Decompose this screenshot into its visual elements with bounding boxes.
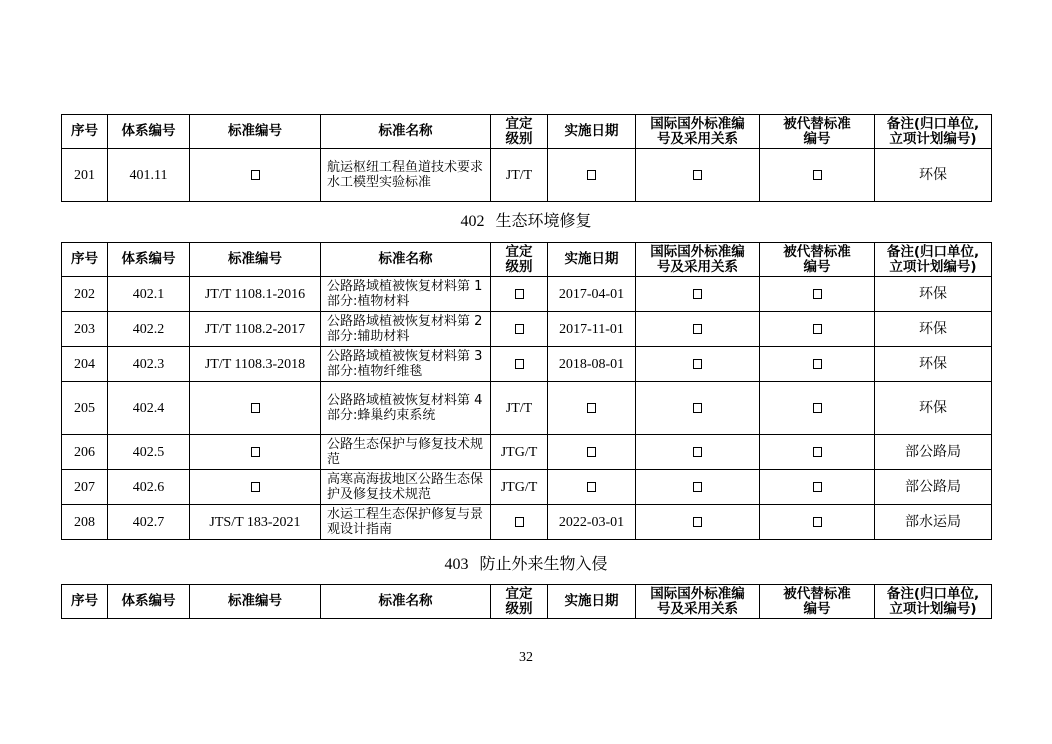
cell-seq — [62, 470, 108, 505]
empty-box-icon — [515, 359, 524, 369]
header-label: 国际国外标准编 — [650, 243, 745, 260]
header-label: 被代替标准 — [783, 115, 851, 132]
cell-note — [875, 312, 992, 347]
cell-note — [875, 149, 992, 202]
cell-level-text: JTG/T — [500, 479, 538, 495]
empty-box-icon — [515, 289, 524, 299]
header-replaced — [760, 115, 875, 149]
empty-box-icon — [693, 403, 702, 413]
cell-standard-code-text: JT/T 1108.3-2018 — [204, 356, 306, 372]
empty-box-icon — [693, 447, 702, 457]
cell-level-text: JT/T — [505, 167, 533, 183]
cell-standard-code — [190, 435, 321, 470]
header-label: 实施日期 — [564, 251, 619, 267]
header-replaced — [760, 243, 875, 277]
cell-date — [548, 470, 636, 505]
empty-box-icon — [587, 403, 596, 413]
header-label: 立项计划编号) — [889, 600, 977, 617]
empty-box-icon — [813, 447, 822, 457]
cell-note — [875, 435, 992, 470]
cell-seq-text: 203 — [74, 321, 95, 337]
cell-replaced — [760, 149, 875, 202]
empty-box-icon — [693, 482, 702, 492]
cell-date — [548, 435, 636, 470]
cell-standard-name-text: 公路路域植被恢复材料第 2 部分:辅助材料 — [327, 314, 483, 344]
cell-level — [491, 149, 548, 202]
header-seq — [62, 115, 108, 149]
cell-intl-ref — [636, 435, 760, 470]
cell-seq-text: 202 — [74, 286, 95, 302]
header-seq — [62, 243, 108, 277]
header-label: 级别 — [505, 130, 533, 147]
table-row — [62, 505, 992, 540]
empty-box-icon — [813, 517, 822, 527]
cell-system-code — [108, 312, 190, 347]
header-label: 被代替标准 — [783, 585, 851, 602]
cell-date-text: 2017-11-01 — [559, 321, 624, 337]
cell-standard-name — [321, 435, 491, 470]
empty-box-icon — [693, 359, 702, 369]
header-row — [62, 243, 992, 277]
cell-seq — [62, 435, 108, 470]
header-label: 标准名称 — [378, 251, 433, 267]
cell-note — [875, 277, 992, 312]
cell-seq — [62, 312, 108, 347]
cell-standard-name-text: 高寒高海拔地区公路生态保护及修复技术规范 — [327, 472, 484, 502]
header-standard-code — [190, 585, 321, 619]
cell-level — [491, 435, 548, 470]
cell-seq — [62, 505, 108, 540]
cell-level — [491, 382, 548, 435]
cell-system-code-text: 402.5 — [132, 444, 165, 460]
cell-seq-text: 207 — [74, 479, 95, 495]
header-label: 体系编号 — [121, 251, 176, 267]
cell-system-code — [108, 382, 190, 435]
cell-seq-text: 201 — [74, 167, 95, 183]
cell-intl-ref — [636, 312, 760, 347]
cell-standard-name-text: 公路路域植被恢复材料第 3 部分:植物纤维毯 — [327, 349, 483, 379]
header-label: 实施日期 — [564, 123, 619, 139]
header-label: 号及采用关系 — [657, 600, 738, 617]
cell-system-code-text: 402.7 — [132, 514, 165, 530]
header-label: 国际国外标准编 — [650, 115, 745, 132]
header-label: 体系编号 — [121, 123, 176, 139]
cell-standard-name — [321, 277, 491, 312]
header-label: 立项计划编号) — [889, 258, 977, 275]
header-level — [491, 243, 548, 277]
cell-standard-name-text: 公路路域植被恢复材料第 1 部分:植物材料 — [327, 279, 483, 309]
header-label: 备注(归口单位, — [886, 585, 980, 602]
cell-note-text: 部公路局 — [905, 443, 961, 460]
table-row — [62, 470, 992, 505]
header-label: 宜定 — [505, 585, 533, 602]
empty-box-icon — [587, 447, 596, 457]
header-label: 序号 — [71, 123, 98, 139]
header-label: 号及采用关系 — [657, 258, 738, 275]
cell-level — [491, 470, 548, 505]
cell-seq-text: 205 — [74, 400, 95, 416]
cell-replaced — [760, 435, 875, 470]
cell-date — [548, 505, 636, 540]
empty-box-icon — [693, 324, 702, 334]
header-standard-code — [190, 115, 321, 149]
cell-standard-name — [321, 312, 491, 347]
cell-system-code-text: 402.2 — [132, 321, 165, 337]
cell-date-text: 2022-03-01 — [558, 514, 625, 530]
cell-note — [875, 382, 992, 435]
header-label: 编号 — [803, 130, 831, 147]
cell-replaced — [760, 347, 875, 382]
cell-standard-code — [190, 470, 321, 505]
cell-replaced — [760, 312, 875, 347]
header-seq — [62, 585, 108, 619]
cell-seq — [62, 382, 108, 435]
header-replaced — [760, 585, 875, 619]
header-row — [62, 115, 992, 149]
section-heading-402 — [0, 211, 1052, 232]
header-standard-name — [321, 585, 491, 619]
table-row — [62, 149, 992, 202]
cell-intl-ref — [636, 149, 760, 202]
section-code: 403 — [444, 556, 469, 573]
cell-note — [875, 505, 992, 540]
cell-system-code-text: 402.3 — [132, 356, 165, 372]
header-label: 序号 — [71, 593, 98, 609]
table-row — [62, 312, 992, 347]
header-label: 宜定 — [505, 243, 533, 260]
cell-standard-name — [321, 470, 491, 505]
header-note — [875, 243, 992, 277]
empty-box-icon — [251, 447, 260, 457]
cell-replaced — [760, 505, 875, 540]
cell-level — [491, 277, 548, 312]
header-date — [548, 585, 636, 619]
cell-seq-text: 204 — [74, 356, 95, 372]
header-label: 体系编号 — [121, 593, 176, 609]
cell-note-text: 部水运局 — [905, 513, 961, 530]
cell-system-code-text: 402.4 — [132, 400, 165, 416]
header-system-code — [108, 243, 190, 277]
empty-box-icon — [251, 403, 260, 413]
empty-box-icon — [251, 482, 260, 492]
cell-standard-code-text: JT/T 1108.1-2016 — [204, 286, 306, 302]
header-label: 国际国外标准编 — [650, 585, 745, 602]
cell-system-code — [108, 149, 190, 202]
header-label: 号及采用关系 — [657, 130, 738, 147]
header-system-code — [108, 585, 190, 619]
header-intl-ref — [636, 115, 760, 149]
section-title: 防止外来生物入侵 — [479, 554, 608, 573]
cell-standard-code — [190, 505, 321, 540]
cell-system-code-text: 402.1 — [132, 286, 165, 302]
cell-system-code — [108, 277, 190, 312]
page-number: 32 — [519, 650, 533, 665]
section-heading-403 — [0, 554, 1052, 575]
cell-note-text: 部公路局 — [905, 478, 961, 495]
header-intl-ref — [636, 243, 760, 277]
standards-table-403 — [61, 584, 992, 619]
cell-system-code-text: 401.11 — [129, 167, 168, 183]
cell-date — [548, 347, 636, 382]
header-label: 实施日期 — [564, 593, 619, 609]
cell-standard-code-text: JT/T 1108.2-2017 — [204, 321, 306, 337]
empty-box-icon — [587, 482, 596, 492]
empty-box-icon — [813, 482, 822, 492]
cell-date-text: 2017-04-01 — [558, 286, 625, 302]
header-label: 备注(归口单位, — [886, 243, 980, 260]
cell-note-text: 环保 — [919, 166, 947, 183]
section-title: 生态环境修复 — [495, 211, 592, 230]
cell-seq-text: 208 — [74, 514, 95, 530]
header-standard-name — [321, 243, 491, 277]
header-level — [491, 585, 548, 619]
cell-standard-code — [190, 347, 321, 382]
cell-standard-code-text: JTS/T 183-2021 — [209, 514, 301, 530]
cell-replaced — [760, 277, 875, 312]
header-label: 宜定 — [505, 115, 533, 132]
cell-intl-ref — [636, 505, 760, 540]
cell-note-text: 环保 — [919, 320, 947, 337]
cell-seq — [62, 149, 108, 202]
empty-box-icon — [693, 517, 702, 527]
header-level — [491, 115, 548, 149]
table-row — [62, 277, 992, 312]
empty-box-icon — [587, 170, 596, 180]
cell-level — [491, 347, 548, 382]
header-row — [62, 585, 992, 619]
cell-replaced — [760, 382, 875, 435]
cell-date — [548, 277, 636, 312]
cell-system-code-text: 402.6 — [132, 479, 165, 495]
cell-intl-ref — [636, 277, 760, 312]
table-row — [62, 435, 992, 470]
header-label: 级别 — [505, 258, 533, 275]
cell-level-text: JTG/T — [500, 444, 538, 460]
cell-note — [875, 470, 992, 505]
cell-note-text: 环保 — [919, 285, 947, 302]
empty-box-icon — [813, 289, 822, 299]
header-label: 序号 — [71, 251, 98, 267]
cell-standard-name — [321, 347, 491, 382]
cell-intl-ref — [636, 347, 760, 382]
cell-level-text: JT/T — [505, 400, 533, 416]
cell-date — [548, 312, 636, 347]
cell-standard-code — [190, 149, 321, 202]
header-label: 编号 — [803, 600, 831, 617]
header-date — [548, 243, 636, 277]
cell-seq-text: 206 — [74, 444, 95, 460]
empty-box-icon — [515, 517, 524, 527]
cell-standard-name — [321, 382, 491, 435]
cell-level — [491, 312, 548, 347]
empty-box-icon — [813, 403, 822, 413]
section-code: 402 — [460, 213, 485, 230]
header-label: 编号 — [803, 258, 831, 275]
header-note — [875, 115, 992, 149]
empty-box-icon — [693, 289, 702, 299]
cell-standard-name-text: 航运枢纽工程鱼道技术要求 水工模型实验标准 — [327, 160, 497, 190]
cell-note — [875, 347, 992, 382]
cell-standard-code — [190, 382, 321, 435]
header-label: 标准名称 — [378, 593, 433, 609]
header-label: 备注(归口单位, — [886, 115, 980, 132]
table-row — [62, 347, 992, 382]
cell-note-text: 环保 — [919, 399, 947, 416]
standards-table-401 — [61, 114, 992, 202]
header-label: 标准编号 — [228, 251, 282, 267]
header-label: 标准编号 — [228, 123, 282, 139]
cell-seq — [62, 347, 108, 382]
header-label: 立项计划编号) — [889, 130, 977, 147]
empty-box-icon — [251, 170, 260, 180]
cell-standard-name — [321, 149, 497, 202]
cell-system-code — [108, 470, 190, 505]
cell-standard-name — [321, 505, 491, 540]
empty-box-icon — [813, 170, 822, 180]
header-intl-ref — [636, 585, 760, 619]
cell-intl-ref — [636, 382, 760, 435]
empty-box-icon — [515, 324, 524, 334]
cell-standard-name-text: 公路路域植被恢复材料第 4 部分:蜂巢约束系统 — [327, 393, 483, 423]
cell-note-text: 环保 — [919, 355, 947, 372]
header-label: 标准编号 — [228, 593, 282, 609]
standards-table-402 — [61, 242, 992, 540]
cell-standard-name-text: 水运工程生态保护修复与景观设计指南 — [327, 507, 484, 537]
header-label: 被代替标准 — [783, 243, 851, 260]
header-system-code — [108, 115, 190, 149]
empty-box-icon — [813, 359, 822, 369]
cell-replaced — [760, 470, 875, 505]
cell-date-text: 2018-08-01 — [558, 356, 625, 372]
cell-standard-code — [190, 277, 321, 312]
header-standard-name — [321, 115, 491, 149]
cell-standard-name-text: 公路生态保护与修复技术规范 — [327, 437, 484, 467]
cell-standard-code — [190, 312, 321, 347]
header-standard-code — [190, 243, 321, 277]
header-label: 级别 — [505, 600, 533, 617]
cell-system-code — [108, 435, 190, 470]
header-label: 标准名称 — [378, 123, 433, 139]
cell-date — [548, 149, 636, 202]
cell-system-code — [108, 347, 190, 382]
header-date — [548, 115, 636, 149]
cell-system-code — [108, 505, 190, 540]
header-note — [875, 585, 992, 619]
cell-seq — [62, 277, 108, 312]
cell-level — [491, 505, 548, 540]
empty-box-icon — [813, 324, 822, 334]
cell-date — [548, 382, 636, 435]
empty-box-icon — [693, 170, 702, 180]
table-row — [62, 382, 992, 435]
cell-intl-ref — [636, 470, 760, 505]
